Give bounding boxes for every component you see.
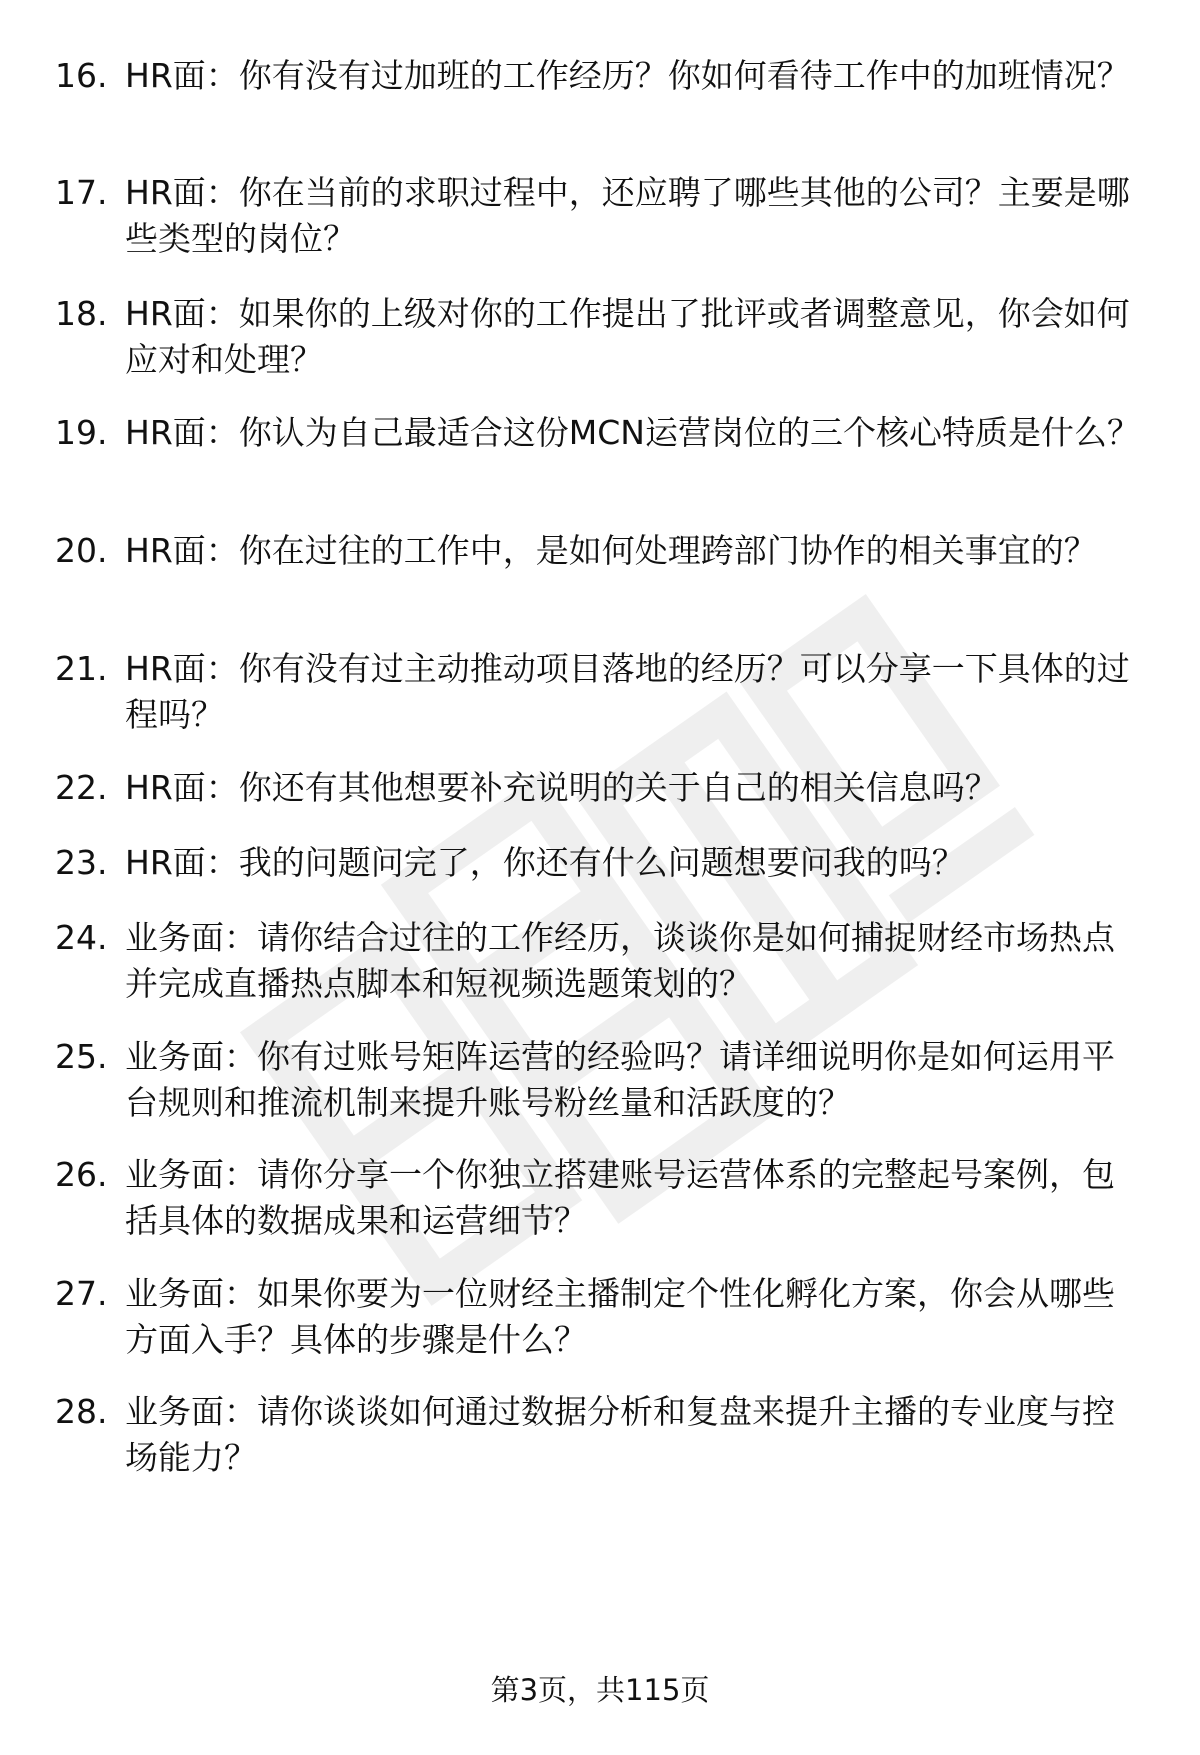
item-text: 业务面：请你谈谈如何通过数据分析和复盘来提升主播的专业度与控场能力？ — [125, 1392, 1115, 1477]
list-item — [55, 765, 1155, 811]
item-text: HR面：你还有其他想要补充说明的关于自己的相关信息吗？ — [125, 768, 998, 807]
item-text: HR面：你在当前的求职过程中，还应聘了哪些其他的公司？主要是哪些类型的岗位？ — [125, 173, 1130, 258]
list-item — [55, 1389, 1155, 1481]
list-item — [55, 915, 1155, 1007]
item-number: 25. — [55, 1037, 108, 1076]
item-number: 17. — [55, 173, 108, 212]
item-number: 22. — [55, 768, 108, 807]
item-number: 28. — [55, 1392, 108, 1431]
list-item — [55, 170, 1155, 262]
item-number: 27. — [55, 1274, 108, 1313]
item-text: 业务面：如果你要为一位财经主播制定个性化孵化方案，你会从哪些方面入手？具体的步骤是什么？ — [125, 1274, 1115, 1359]
item-number: 26. — [55, 1155, 108, 1194]
list-item — [55, 1152, 1155, 1244]
item-text: 业务面：请你分享一个你独立搭建账号运营体系的完整起号案例，包括具体的数据成果和运营细节？ — [125, 1155, 1115, 1240]
item-text: HR面：你有没有过加班的工作经历？你如何看待工作中的加班情况？ — [125, 56, 1130, 95]
item-text: 业务面：你有过账号矩阵运营的经验吗？请详细说明你是如何运用平台规则和推流机制来提升账号粉丝量和活跃度的？ — [125, 1037, 1115, 1122]
item-number: 16. — [55, 56, 108, 95]
list-item — [55, 646, 1155, 738]
item-text: HR面：你有没有过主动推动项目落地的经历？可以分享一下具体的过程吗？ — [125, 649, 1130, 734]
item-number: 24. — [55, 918, 108, 957]
item-text: HR面：如果你的上级对你的工作提出了批评或者调整意见，你会如何应对和处理？ — [125, 294, 1130, 379]
item-text: 业务面：请你结合过往的工作经历，谈谈你是如何捕捉财经市场热点并完成直播热点脚本和短视频选题策划的？ — [125, 918, 1115, 1003]
item-number: 21. — [55, 649, 108, 688]
list-item — [55, 528, 1155, 574]
page-number: 第3页，共115页 — [490, 1673, 710, 1707]
list-item — [55, 53, 1155, 99]
list-item — [55, 1271, 1155, 1363]
list-item — [55, 1034, 1155, 1126]
item-text: HR面：我的问题问完了，你还有什么问题想要问我的吗？ — [125, 843, 965, 882]
list-item — [55, 410, 1155, 456]
item-number: 19. — [55, 413, 108, 452]
item-number: 23. — [55, 843, 108, 882]
item-number: 18. — [55, 294, 108, 333]
item-text: HR面：你在过往的工作中，是如何处理跨部门协作的相关事宜的？ — [125, 531, 1097, 570]
item-number: 20. — [55, 531, 108, 570]
list-item — [55, 291, 1155, 383]
item-text: HR面：你认为自己最适合这份MCN运营岗位的三个核心特质是什么？ — [125, 413, 1140, 452]
list-item — [55, 840, 1155, 886]
